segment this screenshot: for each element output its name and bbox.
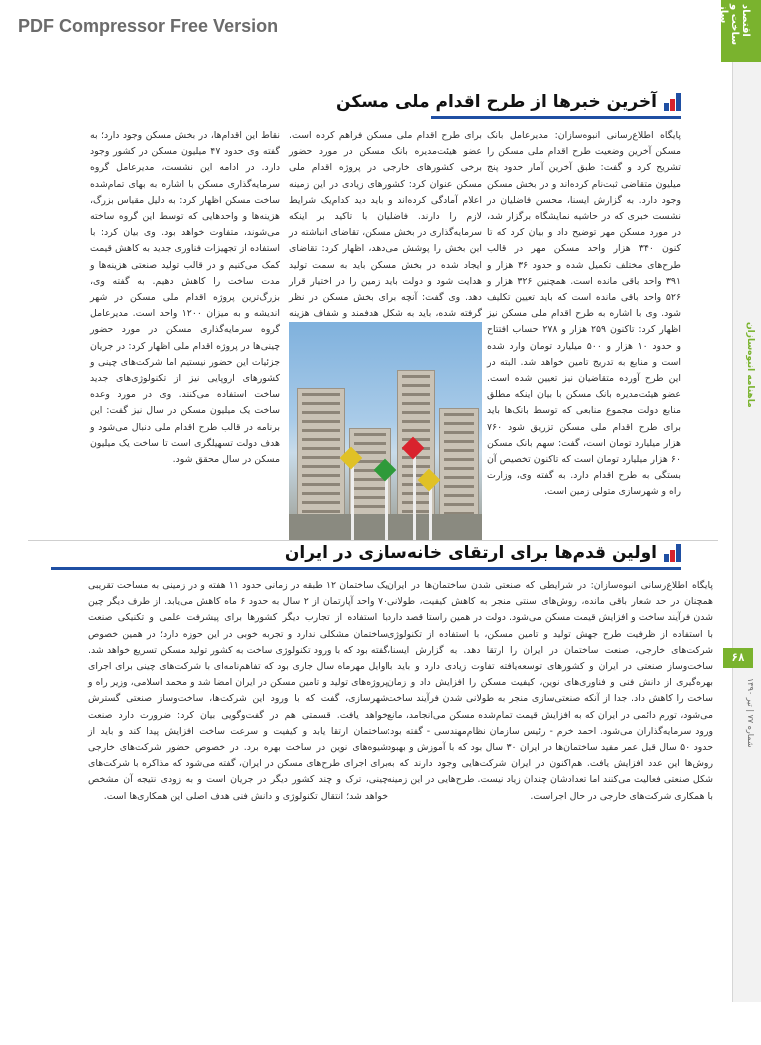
article2-title: اولین قدم‌ها برای ارتقای خانه‌سازی در ایران [284, 543, 657, 563]
section-label: اقتصاد ساخت و ساز [718, 4, 751, 46]
bar-chart-icon [663, 544, 681, 562]
article1-headline [336, 92, 681, 112]
section-divider [28, 540, 718, 541]
housing-project-photo [289, 322, 482, 540]
article2-text-2: یک ساختمان ۱۲ طبقه در زمانی حدود ۱۱ هفته و در زمینی به مساحت تقریبی ۷۰ واحد آپارتمان از ۲ سال به حدود ۶ ماه کاهش می‌یابد. از طرف دیگر چین با استفاده از تجارب دیگر کشورها برای پیشرفت علمی و تکنیکی صنعت ساختمان مشکلی ندارد و تجربه خوبی در این حوزه دارد؛ در همین خصوص گفته بود که با ورود تکنولوژی ساخت به کشور تولید مسکن تسریع خواهد شد. اوایل مهرماه سال جاری بود که تفاهم‌نامه‌ای با شرکت‌های چینی برای اجرای پروژه‌های تولید و تامین مسکن در ایران امضا شد و محمد اسلامی، وزیر راه و شهرسازی، گفت که با ورود این شرکت‌ها، ساخت‌وساز صنعتی گسترش خواهد یافت. قسمتی هم در گفت‌وگویی بیان کرد: ضرورت دارد صنعت ساختمان ارتقا یابد و کیفیت و سرعت ساخت افزایش پیدا کند و باید از شیوه‌های نوین در ساخت بهره برد. در خصوص حضور شرکت‌های خارجی برای اجرای طرح‌های مسکن در ایران، گفته می‌شود که مذاکره با شرکت‌های چینی، ترک و چند کشور دیگر در جریان است و به زودی نتیجه آن مشخص خواهد شد؛ انتقال تکنولوژی و دانش فنی هدف اصلی این همکاری‌ها است. [88, 580, 389, 802]
article2-column-1 [387, 578, 713, 980]
section-tab [718, 0, 761, 62]
article1-column-3 [90, 128, 280, 528]
article2-rule [51, 567, 681, 570]
article1-column-1 [487, 128, 681, 556]
pdf-compressor-watermark: PDF Compressor Free Version [18, 16, 279, 36]
article1-column-2 [289, 128, 482, 318]
bar-chart-icon [663, 93, 681, 111]
article1-text-2: برای طرح اقدام ملی مسکن فراهم کرده است. عضو هیئت‌مدیره بانک مسکن در مورد حضور برخی کشورهای خارجی در پروژه اقدام ملی مسکن عنوان کرد: کشورهای زیادی در این زمینه اعلام آمادگی کرده‌اند و باید دید کدام‌یک شرایط لازم را دارند. فاضلیان با تاکید بر اینکه سرمایه‌گذاری در بخش مسکن، تقاضای انباشته در این بخش را پوشش می‌دهد، اظهار کرد: تقاضای ایجاد شده در بخش مسکن باید به سمت تولید هدایت شود و دولت باید زمین را در اختیار قرار دهد. وی گفت: آنچه برای بخش مسکن در نظر گرفته شده، باید به شکل هدفمند و شفاف هزینه [289, 130, 482, 320]
article1-text-1: پایگاه اطلاع‌رسانی انبوه‌سازان: مدیرعامل بانک مسکن آخرین وضعیت طرح اقدام ملی مسکن را تشریح کرد و گفت: طبق آخرین آمار حدود پنج میلیون متقاضی ثبت‌نام کرده‌اند و در بخش مسکن وجود دارد. به گزارش ایسنا، محسن فاضلیان در نشست خبری که در حاشیه نمایشگاه برگزار شد، در مورد مسکن مهر توضیح داد و بیان کرد که تا کنون ۳۴۰ هزار واحد مسکن مهر در قالب طرح‌های مختلف تکمیل شده و حدود ۳۶ هزار و ۳۹۱ واحد باقی مانده است. همچنین ۳۲۶ هزار و ۵۲۶ واحد باقی مانده است که باید تعیین تکلیف شود. وی با اشاره به طرح اقدام ملی مسکن نیز اظهار کرد: تاکنون ۲۵۹ هزار و ۲۷۸ حساب افتتاح و حدود ۱۰ هزار و ۵۰۰ میلیارد تومان وارد شده است و منابع به تدریج تامین خواهد شد. البته در این طرح آورده متقاضیان نیز تعیین شده است. عضو هیئت‌مدیره بانک مسکن با بیان اینکه مطلق منابع دولت مجموع منابعی که توسط بانک‌ها باید برای طرح اقدام ملی مسکن تزریق شود ۷۶۰ هزار میلیارد تومان است، گفت: سهم بانک مسکن ۶۰ هزار میلیارد تومان است که تاکنون تخصیص آن بستگی به طرح اقدام دارد. به گفته وی، وزارت راه و شهرسازی متولی زمین است. [487, 130, 682, 498]
article2-headline [285, 543, 681, 563]
article1-text-3: نقاط این اقدام‌ها، در بخش مسکن وجود دارد؛ به گفته وی حدود ۴۷ میلیون مسکن در کشور وجود دارد. در ادامه این نشست، مدیرعامل گروه سرمایه‌گذاری مسکن با اشاره به بهای تمام‌شده ساخت مسکن اظهار کرد: به دلیل مقیاس بزرگ، هزینه‌ها و واحدهایی که توسط این گروه ساخته می‌شوند، متفاوت خواهد بود. وی بیان کرد: با استفاده از تجهیزات فناوری جدید به کاهش قیمت کمک می‌کنیم و در قالب تولید صنعتی هزینه‌ها و مدت ساخت را کاهش دهیم. به گفته وی، بزرگ‌ترین پروژه اقدام ملی مسکن در شهر اندیشه و به میزان ۱۲۰۰ واحد است. مدیرعامل گروه سرمایه‌گذاری مسکن در مورد حضور چینی‌ها در پروژه اقدام ملی اظهار کرد: در جریان جزئیات این حضور نیستیم اما شرکت‌های چینی و کشورهای اروپایی نیز از تکنولوژی‌های جدید ساخت استفاده می‌کنند. وی در مورد وعده ساخت یک میلیون مسکن در سال نیز گفت: این برنامه در قالب طرح اقدام ملی دنبال می‌شود و هدف دولت تسهیلگری است تا ساخت یک میلیون مسکن در سال محقق شود. [90, 130, 280, 466]
article2-text-1: پایگاه اطلاع‌رسانی انبوه‌سازان: در شرایطی که صنعتی شدن ساختمان‌ها در ایران همچنان در حد شعار باقی مانده، روش‌های سنتی منجر به کاهش کیفیت، طولانی شدن فرآیند ساخت و افزایش قیمت مسکن می‌شود. دولت در همین راستا قصد دارد با استفاده از ظرفیت طرح جهش تولید و تامین مسکن، با استفاده از تکنولوژی شرکت‌های خارجی، صنعت ساختمان در ایران را ارتقا دهد. به گزارش ایسنا، ساخت‌وساز صنعتی در ایران و کشورهای توسعه‌یافته تفاوت زیادی دارد و باید با بهره‌گیری از دانش فنی و فناوری‌های نوین، کیفیت مسکن را افزایش داد و زمان ساخت را کاهش داد. جدا از آنکه صنعتی‌سازی منجر به طولانی شدن فرآیند ساخت می‌شود، تورم دائمی در ایران که به افزایش قیمت تمام‌شده مسکن می‌انجامد، مانع ورود سرمایه‌گذاران می‌شود. احمد خرم - رئیس سازمان نظام‌مهندسی - گفته بود: حدود ۵۰ سال قبل عمر مفید ساختمان‌ها در ایران ۳۰ سال بود که با آموزش و بهبود روش‌ها این عدد افزایش یافت. هم‌اکنون در ایران شرکت‌هایی وجود دارند که به شکل صنعتی فعالیت می‌کنند اما تعدادشان چندان زیاد نیست. طرح‌هایی در این زمینه با همکاری شرکت‌های خارجی در حال اجراست. [387, 580, 713, 802]
article1-title: آخرین خبرها از طرح اقدام ملی مسکن [336, 92, 657, 112]
issue-info: شماره ۷۷ | تیر ۱۳۹۰ [746, 678, 755, 748]
article2-column-2 [88, 578, 388, 980]
page-number: ۶۸ [723, 648, 753, 668]
magazine-label: ماهنامه انبوه‌سازان [745, 322, 755, 408]
article1-rule [431, 116, 681, 119]
side-strip [732, 62, 761, 1002]
